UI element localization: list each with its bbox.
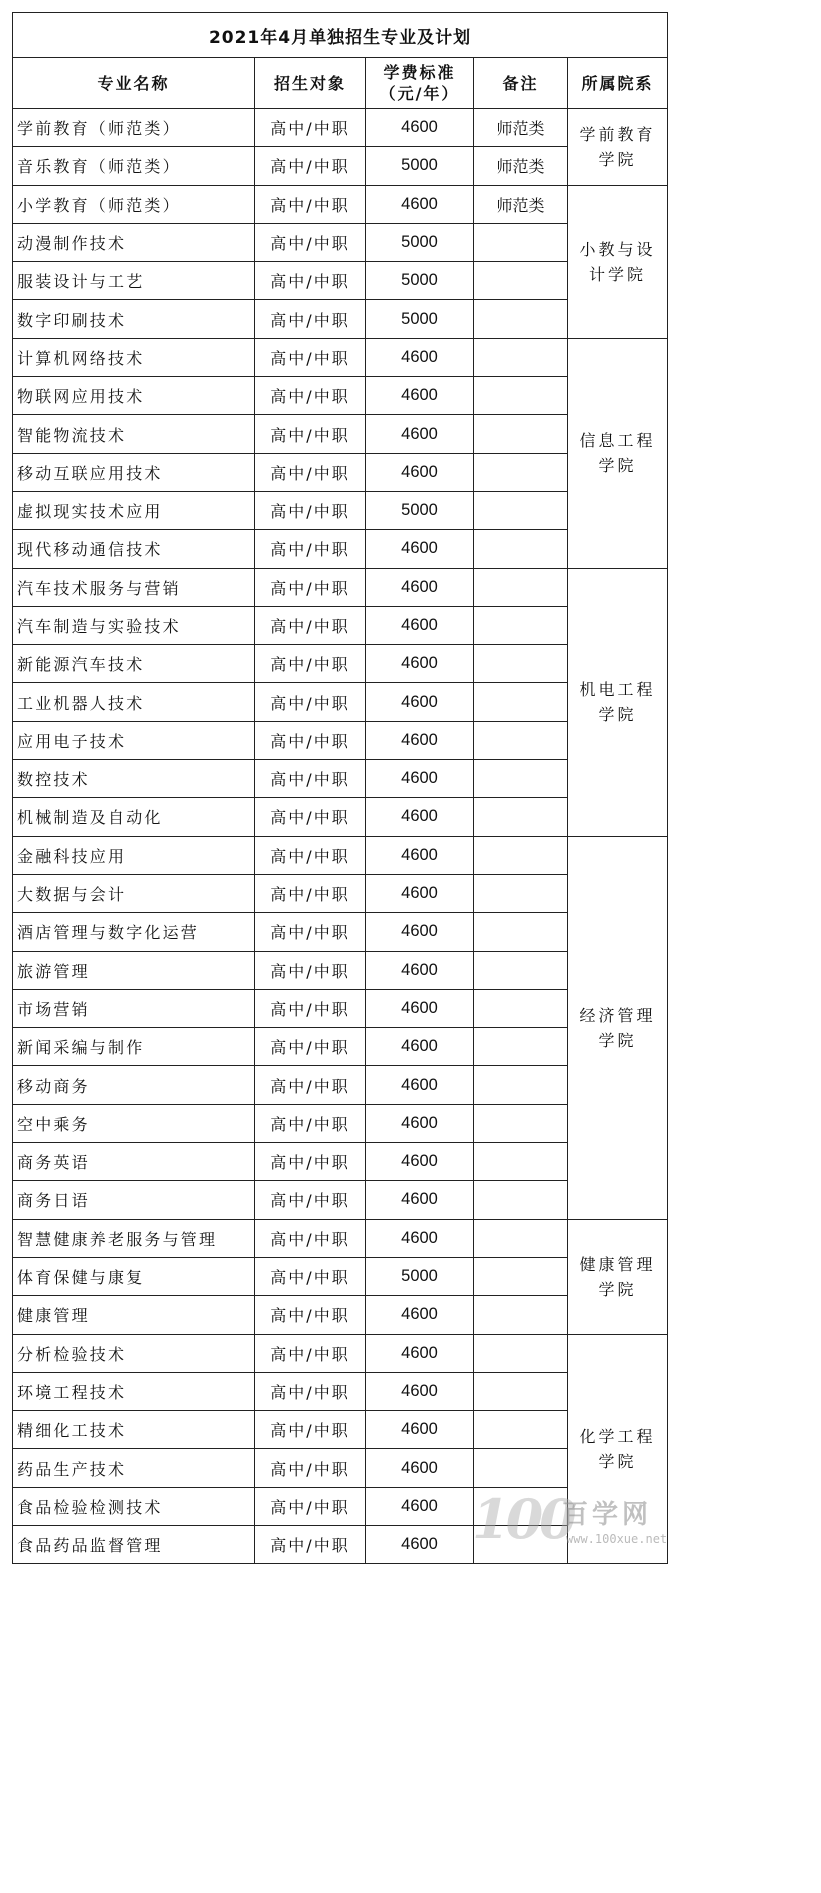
target-cell: 高中/中职 — [255, 1487, 366, 1525]
note-cell — [474, 415, 568, 453]
target-cell: 高中/中职 — [255, 568, 366, 606]
table-row — [13, 568, 668, 606]
fee-cell: 4600 — [366, 913, 474, 951]
target-cell: 高中/中职 — [255, 491, 366, 529]
major-name-cell: 健康管理 — [13, 1296, 255, 1334]
major-name-cell: 旅游管理 — [13, 951, 255, 989]
department-name-line2: 学院 — [598, 149, 637, 169]
target-cell: 高中/中职 — [255, 1066, 366, 1104]
fee-cell: 4600 — [366, 185, 474, 223]
major-name-cell: 精细化工技术 — [13, 1411, 255, 1449]
table-title: 2021年4月单独招生专业及计划 — [13, 13, 668, 58]
fee-cell: 4600 — [366, 1411, 474, 1449]
note-cell — [474, 645, 568, 683]
target-cell: 高中/中职 — [255, 185, 366, 223]
major-name-cell: 环境工程技术 — [13, 1372, 255, 1410]
target-cell: 高中/中职 — [255, 1181, 366, 1219]
major-name-cell: 酒店管理与数字化运营 — [13, 913, 255, 951]
header-fee-line1: 学费标准 — [383, 63, 456, 82]
fee-cell: 4600 — [366, 874, 474, 912]
department-name-line2: 学院 — [598, 1279, 637, 1299]
fee-cell: 4600 — [366, 1028, 474, 1066]
major-name-cell: 数控技术 — [13, 760, 255, 798]
target-cell: 高中/中职 — [255, 300, 366, 338]
major-name-cell: 音乐教育（师范类） — [13, 147, 255, 185]
fee-cell: 4600 — [366, 606, 474, 644]
watermark-url: www.100xue.net — [566, 1532, 668, 1546]
fee-cell: 5000 — [366, 300, 474, 338]
fee-cell: 4600 — [366, 377, 474, 415]
target-cell: 高中/中职 — [255, 109, 366, 147]
note-cell: 师范类 — [474, 185, 568, 223]
major-name-cell: 应用电子技术 — [13, 721, 255, 759]
fee-cell: 4600 — [366, 1334, 474, 1372]
target-cell: 高中/中职 — [255, 1143, 366, 1181]
major-name-cell: 市场营销 — [13, 989, 255, 1027]
note-cell — [474, 1104, 568, 1142]
major-name-cell: 移动商务 — [13, 1066, 255, 1104]
major-name-cell: 计算机网络技术 — [13, 338, 255, 376]
department-name-line1: 学前教育 — [579, 124, 656, 144]
department-cell — [568, 185, 668, 338]
watermark-site-name: 百学网 — [562, 1500, 653, 1530]
fee-cell: 4600 — [366, 951, 474, 989]
note-cell — [474, 989, 568, 1027]
note-cell — [474, 262, 568, 300]
table-row — [13, 836, 668, 874]
header-row — [13, 58, 668, 109]
fee-cell: 4600 — [366, 836, 474, 874]
fee-cell: 4600 — [366, 415, 474, 453]
note-cell — [474, 683, 568, 721]
note-cell — [474, 1066, 568, 1104]
watermark-logo: 100 — [472, 1487, 573, 1551]
target-cell: 高中/中职 — [255, 223, 366, 261]
fee-cell: 5000 — [366, 1257, 474, 1295]
note-cell — [474, 1028, 568, 1066]
fee-cell: 4600 — [366, 109, 474, 147]
note-cell: 师范类 — [474, 147, 568, 185]
watermark — [470, 1488, 675, 1560]
major-name-cell: 动漫制作技术 — [13, 223, 255, 261]
fee-cell: 5000 — [366, 491, 474, 529]
fee-cell: 4600 — [366, 760, 474, 798]
header-target: 招生对象 — [255, 58, 366, 109]
target-cell: 高中/中职 — [255, 874, 366, 912]
target-cell: 高中/中职 — [255, 1334, 366, 1372]
department-name-line2: 学院 — [598, 1030, 637, 1050]
note-cell: 师范类 — [474, 109, 568, 147]
major-name-cell: 分析检验技术 — [13, 1334, 255, 1372]
major-name-cell: 虚拟现实技术应用 — [13, 491, 255, 529]
major-name-cell: 现代移动通信技术 — [13, 530, 255, 568]
target-cell: 高中/中职 — [255, 1411, 366, 1449]
target-cell: 高中/中职 — [255, 453, 366, 491]
department-name-line1: 信息工程 — [579, 431, 656, 451]
note-cell — [474, 377, 568, 415]
department-name-line1: 机电工程 — [579, 680, 656, 700]
department-name-line2: 学院 — [598, 705, 637, 725]
major-name-cell: 体育保健与康复 — [13, 1257, 255, 1295]
department-cell — [568, 836, 668, 1219]
major-name-cell: 智慧健康养老服务与管理 — [13, 1219, 255, 1257]
target-cell: 高中/中职 — [255, 262, 366, 300]
major-name-cell: 汽车制造与实验技术 — [13, 606, 255, 644]
header-fee — [366, 58, 474, 109]
title-row — [13, 13, 668, 58]
note-cell — [474, 836, 568, 874]
major-name-cell: 数字印刷技术 — [13, 300, 255, 338]
major-name-cell: 智能物流技术 — [13, 415, 255, 453]
fee-cell: 4600 — [366, 1449, 474, 1487]
note-cell — [474, 453, 568, 491]
fee-cell: 4600 — [366, 1296, 474, 1334]
major-name-cell: 商务英语 — [13, 1143, 255, 1181]
note-cell — [474, 913, 568, 951]
note-cell — [474, 760, 568, 798]
table-row — [13, 1334, 668, 1372]
department-name-line2: 学院 — [598, 1451, 637, 1471]
table-row — [13, 185, 668, 223]
target-cell: 高中/中职 — [255, 1296, 366, 1334]
table-row — [13, 109, 668, 147]
note-cell — [474, 721, 568, 759]
major-name-cell: 食品检验检测技术 — [13, 1487, 255, 1525]
major-name-cell: 药品生产技术 — [13, 1449, 255, 1487]
note-cell — [474, 300, 568, 338]
fee-cell: 4600 — [366, 721, 474, 759]
note-cell — [474, 798, 568, 836]
major-name-cell: 服装设计与工艺 — [13, 262, 255, 300]
major-name-cell: 机械制造及自动化 — [13, 798, 255, 836]
note-cell — [474, 1334, 568, 1372]
department-name-line1: 健康管理 — [579, 1254, 656, 1274]
major-name-cell: 金融科技应用 — [13, 836, 255, 874]
major-name-cell: 小学教育（师范类） — [13, 185, 255, 223]
target-cell: 高中/中职 — [255, 1525, 366, 1563]
fee-cell: 4600 — [366, 1525, 474, 1563]
fee-cell: 4600 — [366, 1181, 474, 1219]
major-name-cell: 空中乘务 — [13, 1104, 255, 1142]
target-cell: 高中/中职 — [255, 721, 366, 759]
note-cell — [474, 338, 568, 376]
major-name-cell: 大数据与会计 — [13, 874, 255, 912]
major-name-cell: 新能源汽车技术 — [13, 645, 255, 683]
note-cell — [474, 1257, 568, 1295]
department-cell — [568, 338, 668, 568]
target-cell: 高中/中职 — [255, 1028, 366, 1066]
major-name-cell: 新闻采编与制作 — [13, 1028, 255, 1066]
fee-cell: 4600 — [366, 530, 474, 568]
department-name-line2: 学院 — [598, 456, 637, 476]
fee-cell: 4600 — [366, 1066, 474, 1104]
fee-cell: 5000 — [366, 223, 474, 261]
target-cell: 高中/中职 — [255, 1449, 366, 1487]
major-name-cell: 移动互联应用技术 — [13, 453, 255, 491]
fee-cell: 4600 — [366, 645, 474, 683]
note-cell — [474, 1411, 568, 1449]
fee-cell: 4600 — [366, 1104, 474, 1142]
target-cell: 高中/中职 — [255, 1219, 366, 1257]
target-cell: 高中/中职 — [255, 1257, 366, 1295]
fee-cell: 4600 — [366, 989, 474, 1027]
header-major-name: 专业名称 — [13, 58, 255, 109]
target-cell: 高中/中职 — [255, 645, 366, 683]
note-cell — [474, 491, 568, 529]
target-cell: 高中/中职 — [255, 760, 366, 798]
fee-cell: 5000 — [366, 262, 474, 300]
target-cell: 高中/中职 — [255, 913, 366, 951]
major-name-cell: 汽车技术服务与营销 — [13, 568, 255, 606]
department-cell — [568, 109, 668, 186]
department-name-line1: 经济管理 — [579, 1005, 656, 1025]
table-row — [13, 1219, 668, 1257]
note-cell — [474, 1219, 568, 1257]
target-cell: 高中/中职 — [255, 1372, 366, 1410]
header-note: 备注 — [474, 58, 568, 109]
fee-cell: 4600 — [366, 1219, 474, 1257]
department-name-line2: 计学院 — [589, 264, 647, 284]
target-cell: 高中/中职 — [255, 683, 366, 721]
note-cell — [474, 1296, 568, 1334]
header-fee-line2: （元/年） — [379, 84, 460, 103]
header-department: 所属院系 — [568, 58, 668, 109]
table-row — [13, 338, 668, 376]
note-cell — [474, 1181, 568, 1219]
target-cell: 高中/中职 — [255, 147, 366, 185]
note-cell — [474, 530, 568, 568]
fee-cell: 4600 — [366, 683, 474, 721]
major-name-cell: 商务日语 — [13, 1181, 255, 1219]
note-cell — [474, 1143, 568, 1181]
fee-cell: 4600 — [366, 798, 474, 836]
fee-cell: 4600 — [366, 1487, 474, 1525]
note-cell — [474, 606, 568, 644]
target-cell: 高中/中职 — [255, 606, 366, 644]
fee-cell: 4600 — [366, 453, 474, 491]
target-cell: 高中/中职 — [255, 415, 366, 453]
target-cell: 高中/中职 — [255, 377, 366, 415]
note-cell — [474, 1372, 568, 1410]
note-cell — [474, 568, 568, 606]
target-cell: 高中/中职 — [255, 530, 366, 568]
target-cell: 高中/中职 — [255, 836, 366, 874]
department-cell — [568, 1219, 668, 1334]
target-cell: 高中/中职 — [255, 989, 366, 1027]
department-name-line1: 小教与设 — [579, 239, 656, 259]
target-cell: 高中/中职 — [255, 338, 366, 376]
note-cell — [474, 874, 568, 912]
enrollment-plan-table — [12, 12, 668, 1564]
department-name-line1: 化学工程 — [579, 1426, 656, 1446]
fee-cell: 5000 — [366, 147, 474, 185]
fee-cell: 4600 — [366, 568, 474, 606]
major-name-cell: 食品药品监督管理 — [13, 1525, 255, 1563]
target-cell: 高中/中职 — [255, 1104, 366, 1142]
major-name-cell: 工业机器人技术 — [13, 683, 255, 721]
fee-cell: 4600 — [366, 1372, 474, 1410]
note-cell — [474, 1449, 568, 1487]
fee-cell: 4600 — [366, 338, 474, 376]
department-cell — [568, 568, 668, 836]
major-name-cell: 物联网应用技术 — [13, 377, 255, 415]
note-cell — [474, 951, 568, 989]
fee-cell: 4600 — [366, 1143, 474, 1181]
target-cell: 高中/中职 — [255, 951, 366, 989]
note-cell — [474, 223, 568, 261]
target-cell: 高中/中职 — [255, 798, 366, 836]
major-name-cell: 学前教育（师范类） — [13, 109, 255, 147]
